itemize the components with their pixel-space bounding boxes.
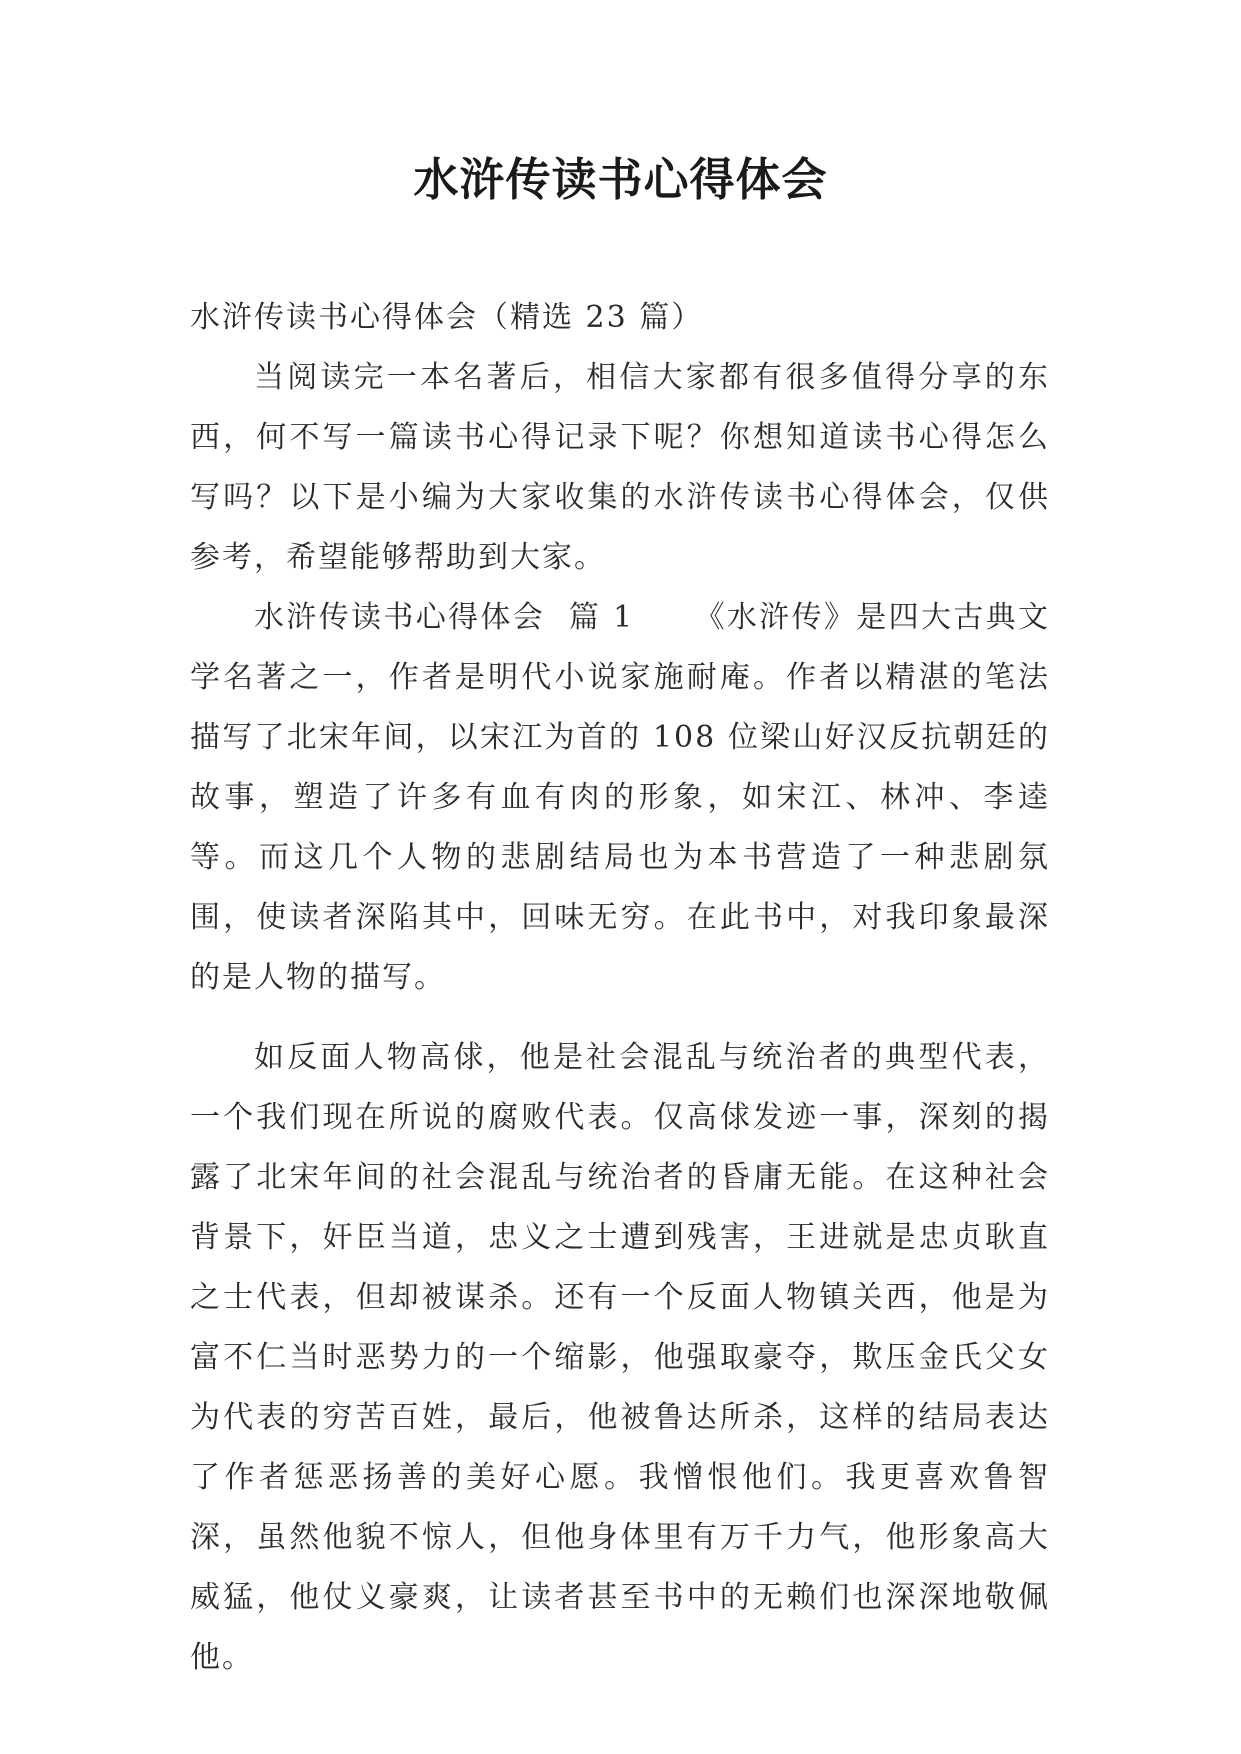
document-body (190, 288, 1050, 1688)
section-1-heading: 水浒传读书心得体会 (254, 600, 546, 635)
section-1-paragraph (190, 588, 1050, 1008)
section-1-paragraph-1: 《水浒传》是四大古典文学名著之一，作者是明代小说家施耐庵。作者以精湛的笔法描写了北宋年间，以宋江为首的 108 位梁山好汉反抗朝廷的故事，塑造了许多有血有肉的形象，如宋江、林冲、李逵等。而这几个人物的悲剧结局也为本书营造了一种悲剧氛围，使读者深陷其中，回味无穷。在此书中，对我印象最深的是人物的描写。 (190, 600, 1051, 995)
document-subtitle: 水浒传读书心得体会（精选 23 篇） (190, 300, 704, 335)
section-1-paragraph-2: 如反面人物高俅，他是社会混乱与统治者的典型代表，一个我们现在所说的腐败代表。仅高俅发迹一事，深刻的揭露了北宋年间的社会混乱与统治者的昏庸无能。在这种社会背景下，奸臣当道，忠义之士遭到残害，王进就是忠贞耿直之士代表，但却被谋杀。还有一个反面人物镇关西，他是为富不仁当时恶势力的一个缩影，他强取豪夺，欺压金氏父女为代表的穷苦百姓，最后，他被鲁达所杀，这样的结局表达了作者惩恶扬善的美好心愿。我憎恨他们。我更喜欢鲁智深，虽然他貌不惊人，但他身体里有万千力气，他形象高大威猛，他仗义豪爽，让读者甚至书中的无赖们也深深地敬佩他。 (190, 1040, 1050, 1675)
section-1-label: 篇 1 (568, 600, 635, 635)
intro-paragraph: 当阅读完一本名著后，相信大家都有很多值得分享的东西，何不写一篇读书心得记录下呢？你想知道读书心得怎么写吗？以下是小编为大家收集的水浒传读书心得体会，仅供参考，希望能够帮助到大家。 (190, 360, 1050, 575)
document-title: 水浒传读书心得体会 (413, 153, 828, 206)
